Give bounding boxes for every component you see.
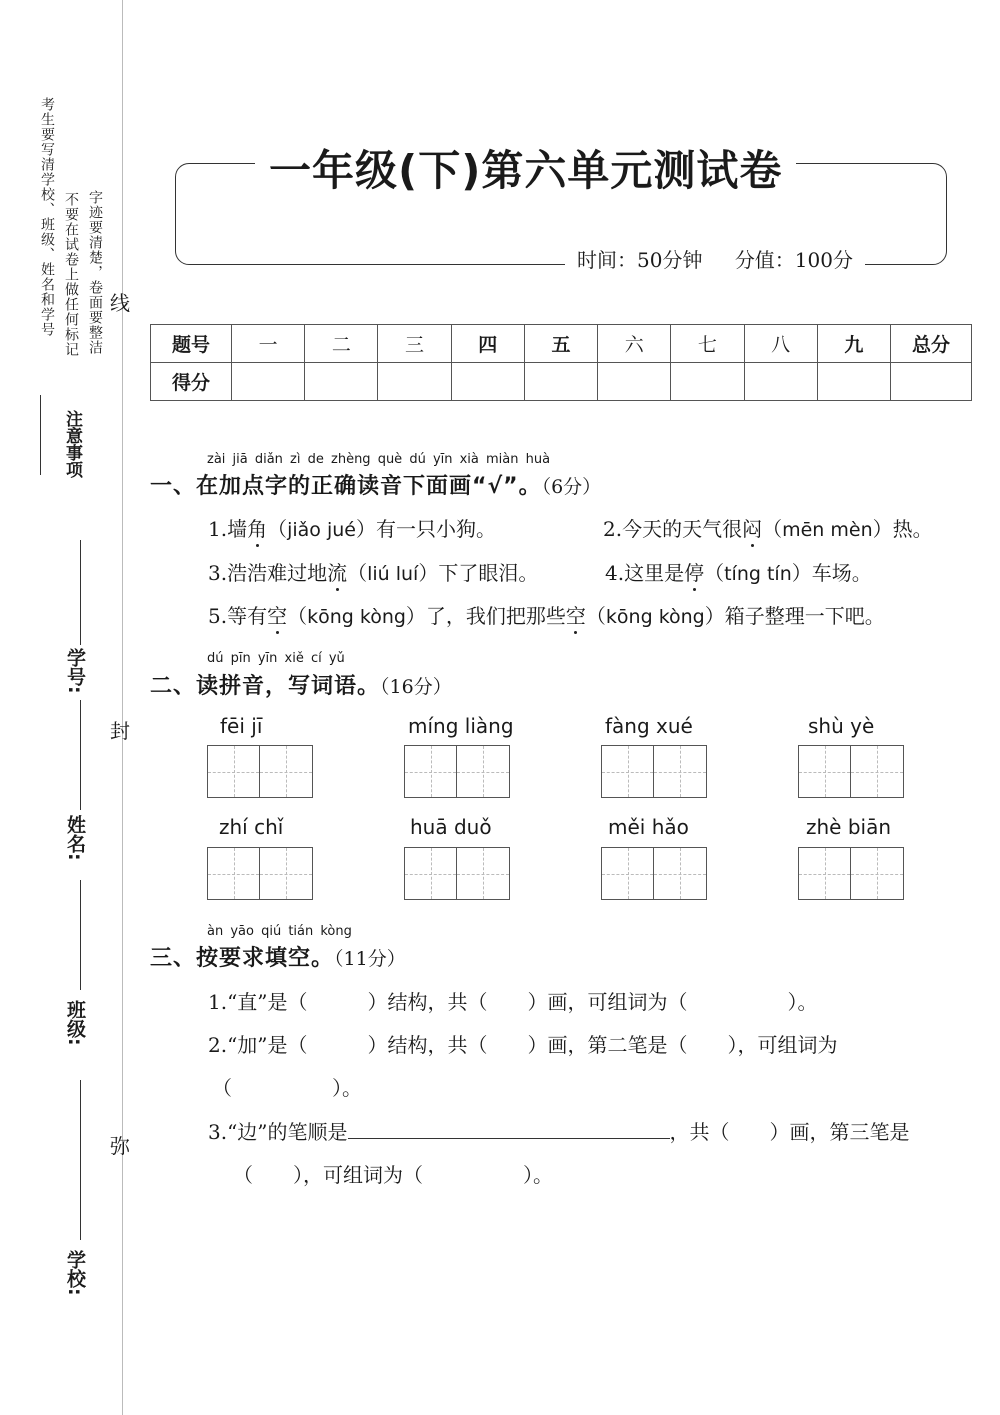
student-no-label: 学号: xyxy=(64,648,86,694)
section3-pinyin: àn yāo qiú tián kòng xyxy=(207,924,352,939)
score-header-cell: 二 xyxy=(305,325,378,363)
word-pinyin: míng liàng xyxy=(408,714,514,738)
score-cell[interactable] xyxy=(524,363,597,401)
pinyin-options[interactable]: tíng tín xyxy=(724,563,792,585)
section2-score: （16分） xyxy=(380,676,452,698)
section2-pinyin: dú pīn yīn xiě cí yǔ xyxy=(207,651,345,666)
score-row-label: 得分 xyxy=(151,363,232,401)
score-header-cell: 一 xyxy=(232,325,305,363)
word-pinyin: zhè biān xyxy=(806,815,892,839)
pinyin-options[interactable]: kōng kòng xyxy=(605,606,705,628)
question-1-3 xyxy=(208,557,538,586)
notice-line-1: 考生要写清学校、班级、姓名和学号 xyxy=(39,97,55,337)
word-pinyin: shù yè xyxy=(808,714,875,738)
writing-grid[interactable] xyxy=(404,847,510,900)
binding-line xyxy=(122,0,123,1415)
pinyin-options[interactable]: liú luí xyxy=(367,563,419,585)
score-cell[interactable] xyxy=(598,363,671,401)
class-rule xyxy=(80,880,81,990)
class-label: 班级: xyxy=(64,1000,86,1046)
item-text: 今天的天气很 xyxy=(622,517,743,541)
section1-title: 一、在加点字的正确读音下面画“√”。 xyxy=(150,474,542,499)
dotted-char: 停 xyxy=(684,561,705,585)
section3-title: 三、按要求填空。 xyxy=(150,946,335,971)
score-cell[interactable] xyxy=(232,363,305,401)
word-pinyin: měi hǎo xyxy=(608,815,689,839)
section2-heading xyxy=(150,669,452,700)
paren: ） xyxy=(355,517,376,541)
score-cell[interactable] xyxy=(744,363,817,401)
dotted-char: 流 xyxy=(327,561,348,585)
paren: ） xyxy=(405,604,426,628)
item-text: 这里是 xyxy=(624,561,685,585)
item-number: 5. xyxy=(208,604,228,628)
paren: ） xyxy=(872,517,893,541)
section1-pinyin: zài jiā diǎn zì de zhèng què dú yīn xià miàn huà xyxy=(207,452,551,467)
writing-grid[interactable] xyxy=(207,847,313,900)
score-cell[interactable] xyxy=(671,363,744,401)
paren: ） xyxy=(418,561,439,585)
item-text: 热。 xyxy=(892,517,933,541)
section2-title: 二、读拼音，写词语。 xyxy=(150,674,381,699)
item-text: ，共（ ）画，第三笔是 xyxy=(669,1120,910,1144)
school-rule xyxy=(80,1080,81,1240)
question-3-1: 1.“直”是（ ）结构，共（ ）画，可组词为（ ）。 xyxy=(208,990,818,1014)
item-text: 车场。 xyxy=(811,561,872,585)
word-pinyin: huā duǒ xyxy=(410,815,492,839)
question-1-4 xyxy=(605,557,872,586)
word-pinyin: fàng xué xyxy=(605,714,693,738)
item-number: 3. xyxy=(208,561,228,585)
item-text: 了，我们把那些 xyxy=(425,604,566,628)
name-label: 姓名: xyxy=(64,815,86,861)
score-cell[interactable] xyxy=(305,363,378,401)
score-table xyxy=(150,324,972,401)
item-number: 1. xyxy=(208,517,228,541)
seal-char-xian: 线 xyxy=(110,291,130,315)
score-header-cell: 八 xyxy=(744,325,817,363)
paren: （ xyxy=(585,604,606,628)
score-header-cell: 七 xyxy=(671,325,744,363)
word-pinyin: fēi jī xyxy=(220,714,263,738)
dotted-char: 空 xyxy=(267,604,288,628)
word-pinyin: zhí chǐ xyxy=(219,815,284,839)
section1-score: （6分） xyxy=(541,476,602,498)
score-header-cell: 总分 xyxy=(891,325,972,363)
item-number: 2. xyxy=(603,517,623,541)
section3-heading xyxy=(150,941,406,972)
question-3-2: 2.“加”是（ ）结构，共（ ）画，第二笔是（ ），可组词为 xyxy=(208,1033,838,1057)
paren: ） xyxy=(704,604,725,628)
score-cell[interactable] xyxy=(378,363,451,401)
question-1-1 xyxy=(208,513,496,542)
dotted-char: 闷 xyxy=(742,517,763,541)
dotted-char: 角 xyxy=(247,517,268,541)
item-text: 3.“边”的笔顺是 xyxy=(208,1120,348,1144)
score-header-cell: 六 xyxy=(598,325,671,363)
score-header-cell: 四 xyxy=(451,325,524,363)
seal-char-mi: 弥 xyxy=(110,1134,130,1158)
notice-line-2: 不要在试卷上做任何标记 xyxy=(63,192,79,357)
page-title: 一年级(下)第六单元测试卷 xyxy=(255,138,796,198)
paren: （ xyxy=(347,561,368,585)
score-cell[interactable] xyxy=(817,363,890,401)
writing-grid[interactable] xyxy=(207,745,313,798)
stroke-order-blank[interactable] xyxy=(348,1120,670,1139)
section3-score: （11分） xyxy=(334,948,406,970)
score-cell[interactable] xyxy=(451,363,524,401)
score-cell[interactable] xyxy=(891,363,972,401)
paren: （ xyxy=(704,561,725,585)
item-text: 墙 xyxy=(227,517,248,541)
writing-grid[interactable] xyxy=(601,745,707,798)
item-text: 下了眼泪。 xyxy=(438,561,539,585)
paren: （ xyxy=(762,517,783,541)
paren: （ xyxy=(267,517,288,541)
item-text: 浩浩难过地 xyxy=(227,561,328,585)
section1-heading xyxy=(150,469,601,500)
score-header-cell: 九 xyxy=(817,325,890,363)
writing-grid[interactable] xyxy=(601,847,707,900)
exam-time: 时间：50分钟 xyxy=(577,248,703,272)
notice-line-3: 字迹要清楚，卷面要整洁 xyxy=(87,190,103,355)
notice-divider xyxy=(40,395,41,475)
writing-grid[interactable] xyxy=(798,745,904,798)
score-header-cell: 三 xyxy=(378,325,451,363)
notice-title: 注意事项 xyxy=(62,410,82,478)
question-3-3 xyxy=(208,1116,910,1145)
question-3-3-cont: （ ），可组词为（ ）。 xyxy=(233,1163,553,1187)
item-number: 4. xyxy=(605,561,625,585)
score-value-row xyxy=(151,363,972,401)
score-header-row xyxy=(151,325,972,363)
seal-char-feng: 封 xyxy=(110,719,130,743)
name-rule xyxy=(80,700,81,810)
student-no-rule xyxy=(80,540,81,645)
writing-grid[interactable] xyxy=(404,745,510,798)
paren: （ xyxy=(287,604,308,628)
pinyin-options[interactable]: mēn mèn xyxy=(782,519,873,541)
writing-grid[interactable] xyxy=(798,847,904,900)
pinyin-options[interactable]: jiǎo jué xyxy=(287,519,356,541)
score-header-cell: 题号 xyxy=(151,325,232,363)
item-text: 有一只小狗。 xyxy=(375,517,496,541)
item-text: 等有 xyxy=(227,604,268,628)
question-1-2 xyxy=(603,513,933,542)
score-header-cell: 五 xyxy=(524,325,597,363)
item-text: 箱子整理一下吧。 xyxy=(724,604,885,628)
exam-info xyxy=(565,244,865,273)
question-1-5 xyxy=(208,600,885,629)
paren: ） xyxy=(791,561,812,585)
pinyin-options[interactable]: kōng kòng xyxy=(307,606,406,628)
exam-score: 分值：100分 xyxy=(734,248,853,272)
question-3-2-cont: （ ）。 xyxy=(212,1076,362,1100)
dotted-char: 空 xyxy=(565,604,586,628)
school-label: 学校: xyxy=(64,1250,86,1296)
